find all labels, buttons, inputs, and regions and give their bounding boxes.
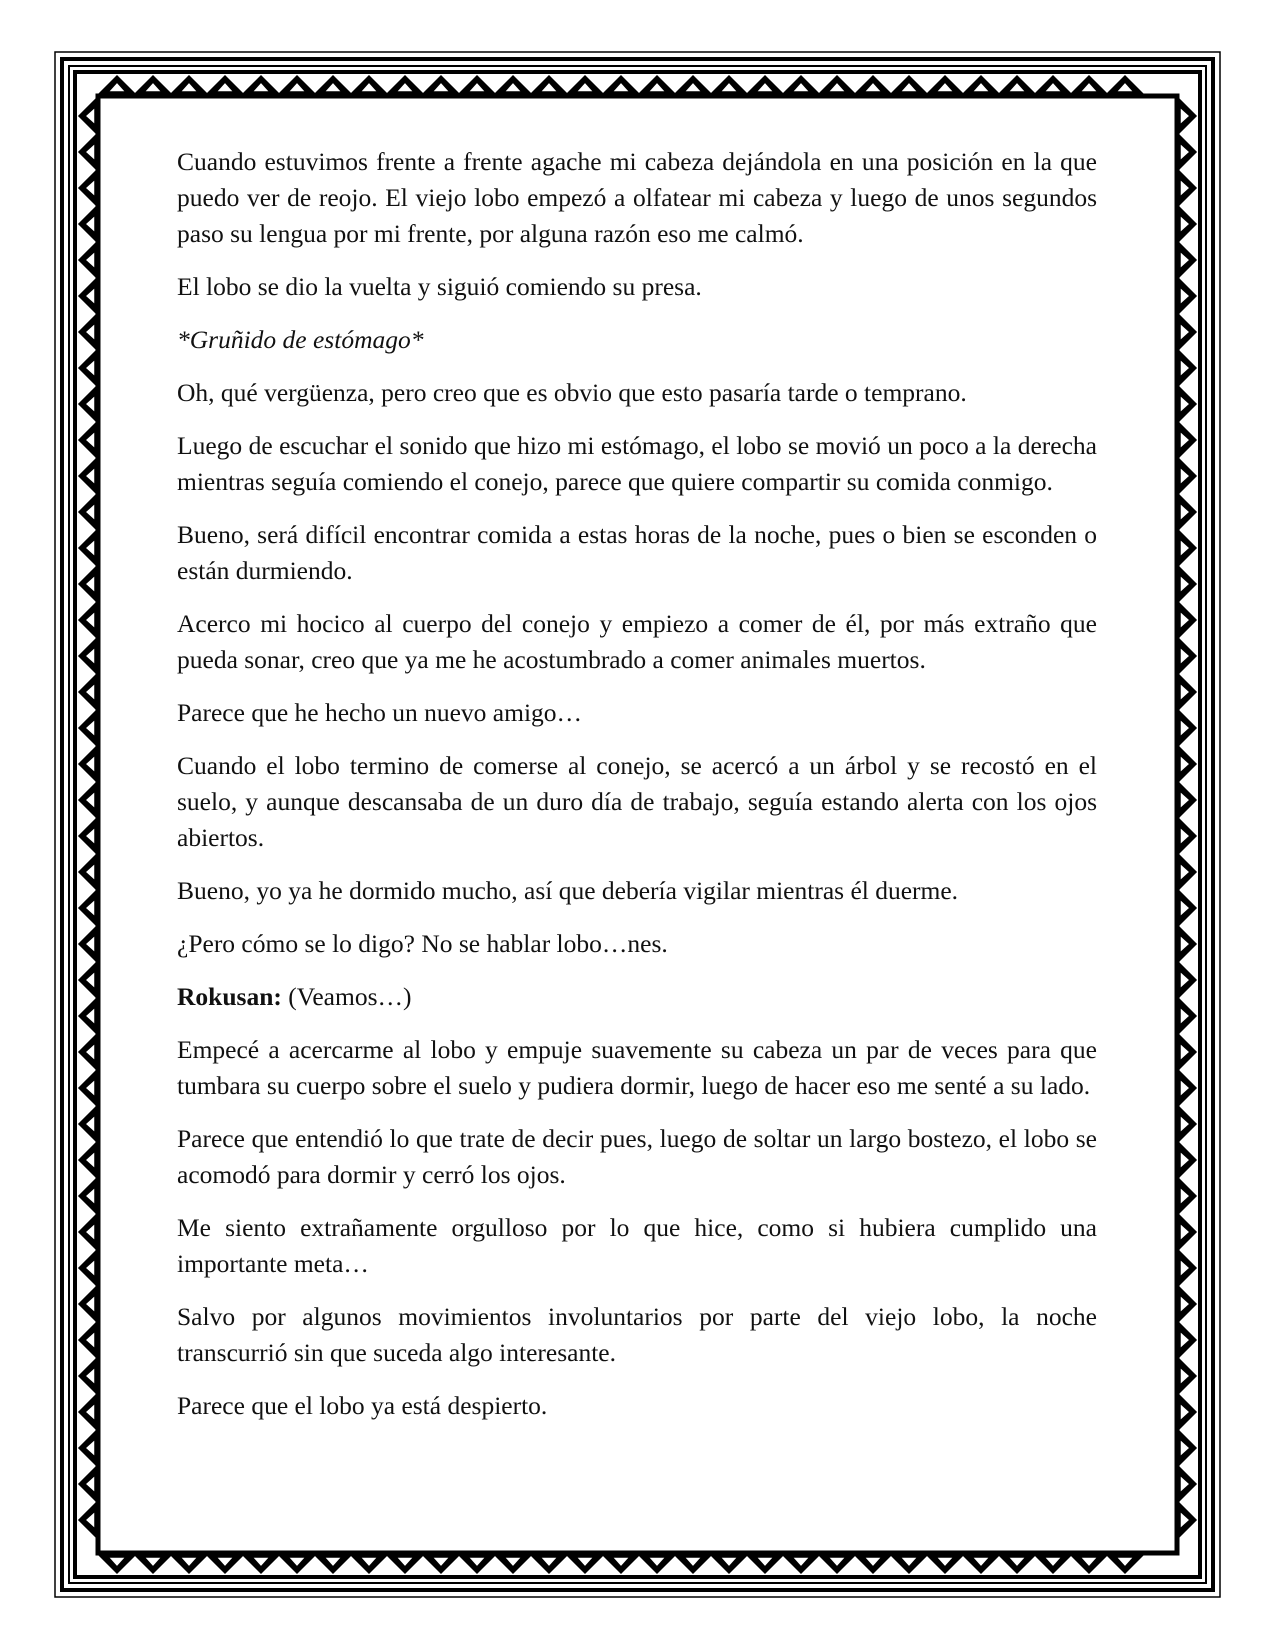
paragraph-9: Cuando el lobo termino de comerse al conejo, se acercó a un árbol y se recostó en el suelo, y aunque descansaba de un duro día de trabajo, seguía estando alerta con los ojos abiertos.	[177, 751, 1097, 852]
dialogue-text: (Veamos…)	[288, 982, 412, 1011]
paragraph-11: ¿Pero cómo se lo digo? No se hablar lobo…nes.	[177, 929, 668, 958]
paragraph-15: Me siento extrañamente orgulloso por lo que hice, como si hubiera cumplido una importante meta…	[177, 1213, 1097, 1278]
speaker-name: Rokusan:	[177, 982, 282, 1011]
paragraph-2: El lobo se dio la vuelta y siguió comiendo su presa.	[177, 272, 702, 301]
paragraph-10: Bueno, yo ya he dormido mucho, así que debería vigilar mientras él duerme.	[177, 876, 959, 905]
paragraph-1: Cuando estuvimos frente a frente agache mi cabeza dejándola en una posición en la que puedo ver de reojo. El viejo lobo empezó a olfatear mi cabeza y luego de unos segundos paso su lengua por mi frente, por alguna razón eso me calmó.	[177, 147, 1097, 248]
paragraph-6: Bueno, será difícil encontrar comida a estas horas de la noche, pues o bien se esconden o están durmiendo.	[177, 520, 1097, 585]
paragraph-4: Oh, qué vergüenza, pero creo que es obvio que esto pasaría tarde o temprano.	[177, 378, 967, 407]
paragraph-16: Salvo por algunos movimientos involuntarios por parte del viejo lobo, la noche transcurrió sin que suceda algo interesante.	[177, 1302, 1097, 1367]
sound-effect: *Gruñido de estómago*	[177, 325, 424, 354]
paragraph-17: Parece que el lobo ya está despierto.	[177, 1391, 548, 1420]
paragraph-14: Parece que entendió lo que trate de decir pues, luego de soltar un largo bostezo, el lobo se acomodó para dormir y cerró los ojos.	[177, 1124, 1097, 1189]
paragraph-5: Luego de escuchar el sonido que hizo mi estómago, el lobo se movió un poco a la derecha mientras seguía comiendo el conejo, parece que quiere compartir su comida conmigo.	[177, 431, 1097, 496]
paragraph-13: Empecé a acercarme al lobo y empuje suavemente su cabeza un par de veces para que tumbara su cuerpo sobre el suelo y pudiera dormir, luego de hacer eso me senté a su lado.	[177, 1035, 1097, 1100]
paragraph-7: Acerco mi hocico al cuerpo del conejo y empiezo a comer de él, por más extraño que pueda sonar, creo que ya me he acostumbrado a comer animales muertos.	[177, 609, 1097, 674]
dialogue-line	[177, 979, 1097, 1015]
paragraph-8: Parece que he hecho un nuevo amigo…	[177, 698, 583, 727]
story-text	[177, 144, 1097, 1441]
